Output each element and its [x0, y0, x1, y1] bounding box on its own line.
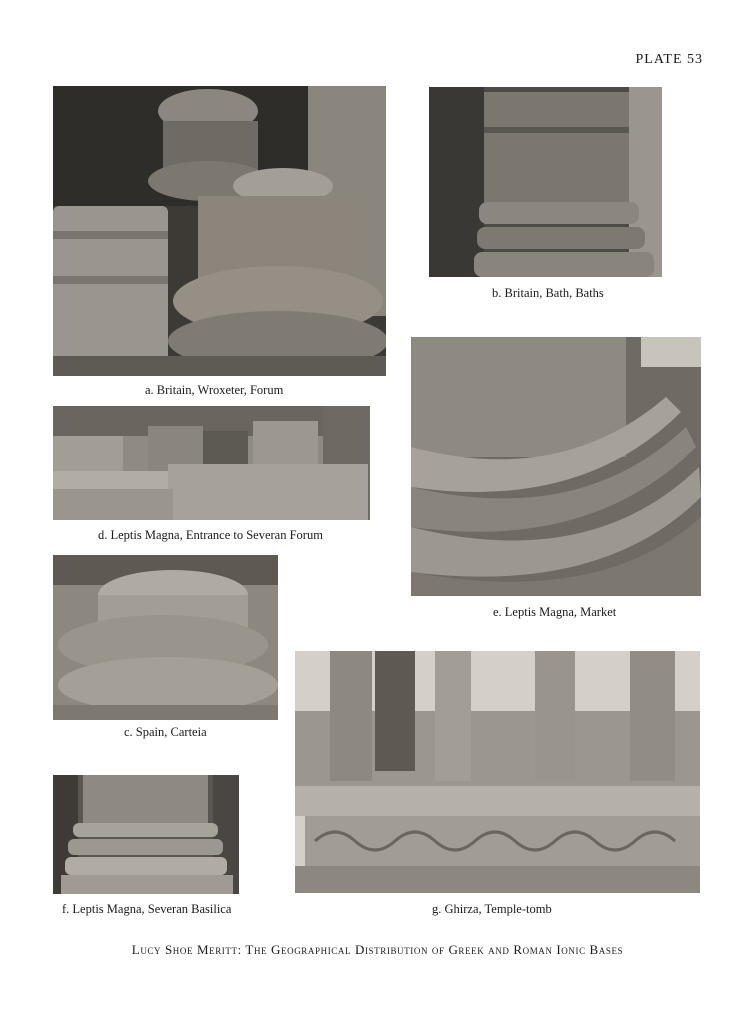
photo-e-leptis-market — [411, 337, 701, 596]
photo-b-bath-baths — [429, 87, 662, 277]
caption-f: f. Leptis Magna, Severan Basilica — [62, 902, 232, 916]
photo-g-ghirza-temple-tomb — [295, 651, 700, 893]
photo-c-carteia — [53, 555, 278, 720]
caption-b: b. Britain, Bath, Baths — [492, 286, 604, 300]
caption-d: d. Leptis Magna, Entrance to Severan Forum — [98, 528, 323, 542]
photo-d-leptis-severan-forum — [53, 406, 370, 520]
photo-f-leptis-severan-basilica — [53, 775, 239, 894]
plate-number: PLATE 53 — [635, 52, 703, 67]
caption-c: c. Spain, Carteia — [124, 725, 207, 739]
publication-footer: Lucy Shoe Meritt: The Geographical Distribution of Greek and Roman Ionic Bases — [131, 942, 624, 957]
caption-g: g. Ghirza, Temple-tomb — [432, 902, 552, 916]
caption-a: a. Britain, Wroxeter, Forum — [145, 383, 284, 397]
caption-e: e. Leptis Magna, Market — [493, 605, 617, 619]
photo-a-wroxeter-forum — [53, 86, 386, 376]
